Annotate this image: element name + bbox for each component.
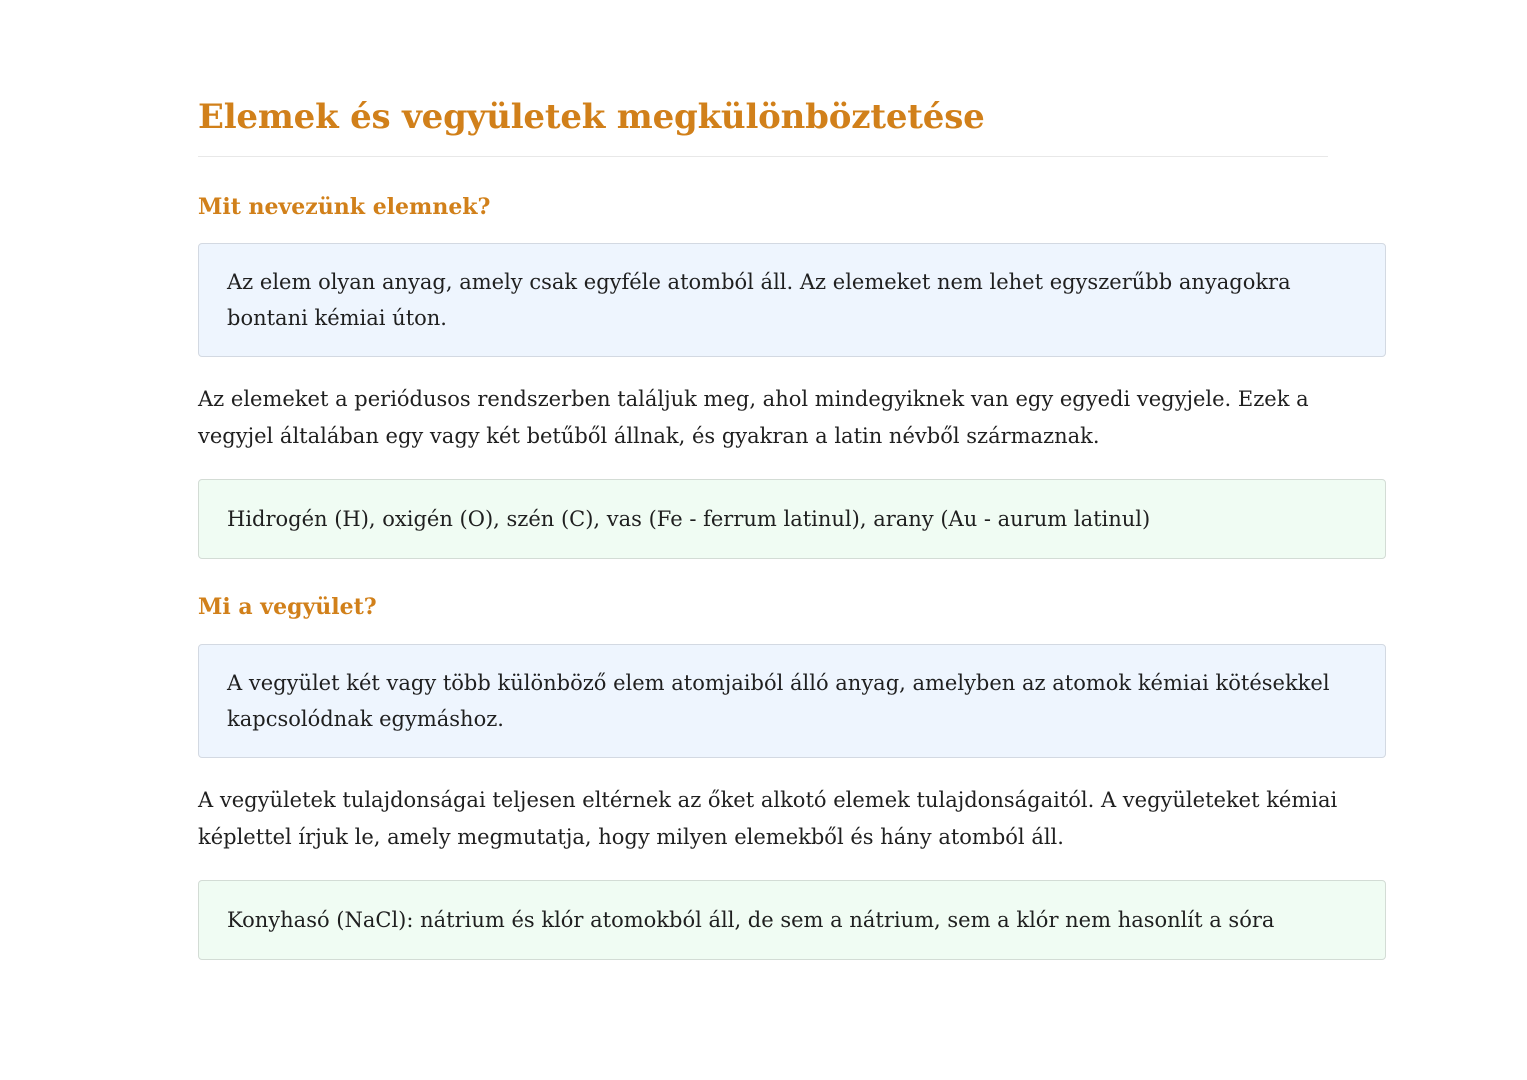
definition-text-compound: A vegyület két vagy több különböző elem atomjaiból álló anyag, amelyben az atomok kémiai kötésekkel kapcsolódnak egymáshoz.: [227, 670, 1330, 731]
page-title: Elemek és vegyületek megkülönböztetése: [198, 97, 985, 137]
example-text-compound: Konyhasó (NaCl): nátrium és klór atomokból áll, de sem a nátrium, sem a klór nem hasonlít a sóra: [227, 907, 1275, 932]
section-heading-compound: Mi a vegyület?: [198, 594, 377, 621]
example-text-element: Hidrogén (H), oxigén (O), szén (C), vas (Fe - ferrum latinul), arany (Au - aurum latinul): [227, 507, 1151, 532]
title-divider: [198, 156, 1328, 157]
paragraph-element: Az elemeket a periódusos rendszerben találjuk meg, ahol mindegyiknek van egy egyedi vegyjele. Ezek a vegyjel általában egy vagy két betűből állnak, és gyakran a latin névből származnak.: [198, 387, 1309, 449]
paragraph-compound: A vegyületek tulajdonságai teljesen eltérnek az őket alkotó elemek tulajdonságaitól. A vegyületeket kémiai képlettel írjuk le, amely megmutatja, hogy milyen elemekből és hány atomból áll.: [198, 787, 1338, 849]
example-box-element: [198, 479, 1386, 559]
definition-box-compound: [198, 644, 1386, 758]
article: [198, 96, 1386, 960]
definition-text-element: Az elem olyan anyag, amely csak egyféle atomból áll. Az elemeket nem lehet egyszerűbb anyagokra bontani kémiai úton.: [227, 270, 1291, 331]
definition-box-element: [198, 243, 1386, 357]
section-heading-element: Mit nevezünk elemnek?: [198, 193, 491, 220]
example-box-compound: [198, 880, 1386, 960]
